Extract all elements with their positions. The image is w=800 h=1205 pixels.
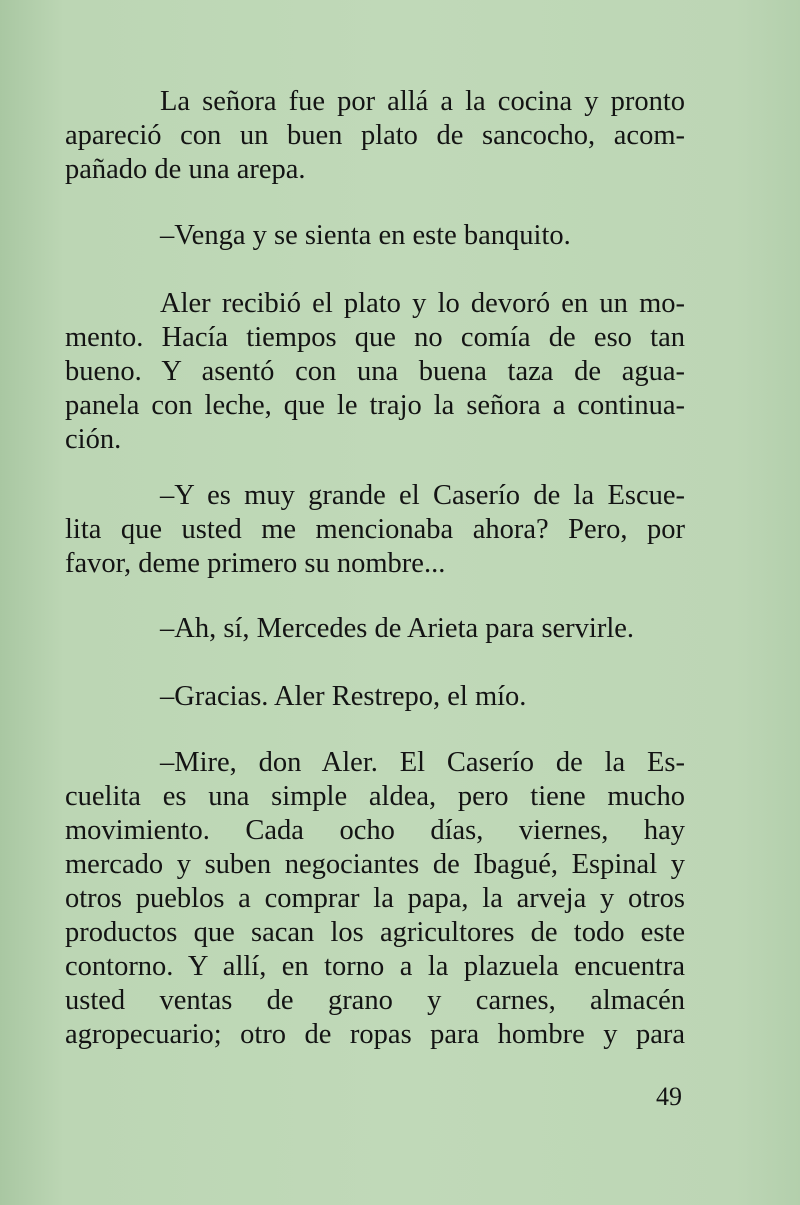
paragraph-1 — [65, 85, 685, 187]
text-line: movimiento. Cada ocho días, viernes, hay — [65, 815, 685, 846]
text-line: lita que usted me mencionaba ahora? Pero, por — [65, 514, 685, 545]
page-number: 49 — [656, 1082, 682, 1111]
text-line: –Venga y se sienta en este banquito. — [160, 220, 571, 251]
text-line: bueno. Y asentó con una buena taza de agua- — [65, 356, 685, 387]
text-line: –Ah, sí, Mercedes de Arieta para servirle. — [160, 613, 635, 644]
text-line: productos que sacan los agricultores de todo este — [65, 917, 685, 948]
paragraph-4 — [65, 479, 685, 581]
paragraph-7 — [65, 746, 685, 1052]
paragraph-2 — [160, 219, 571, 253]
text-line: La señora fue por allá a la cocina y pronto — [160, 86, 685, 117]
text-line: –Gracias. Aler Restrepo, el mío. — [160, 681, 527, 712]
text-line: Aler recibió el plato y lo devoró en un mo- — [160, 288, 685, 319]
text-line: ción. — [65, 424, 122, 455]
text-line: usted ventas de grano y carnes, almacén — [65, 985, 685, 1016]
text-line: panela con leche, que le trajo la señora a continua- — [65, 390, 685, 421]
paragraph-5 — [160, 612, 634, 646]
text-line: mercado y suben negociantes de Ibagué, Espinal y — [65, 849, 685, 880]
text-line: otros pueblos a comprar la papa, la arveja y otros — [65, 883, 685, 914]
text-line: pañado de una arepa. — [65, 154, 306, 185]
text-line: –Mire, don Aler. El Caserío de la Es- — [160, 747, 685, 778]
text-line: apareció con un buen plato de sancocho, acom- — [65, 120, 685, 151]
text-line: cuelita es una simple aldea, pero tiene mucho — [65, 781, 685, 812]
text-line: mento. Hacía tiempos que no comía de eso tan — [65, 322, 685, 353]
text-line: –Y es muy grande el Caserío de la Escue- — [160, 480, 685, 511]
paragraph-6 — [160, 680, 526, 714]
text-line: agropecuario; otro de ropas para hombre y para — [65, 1019, 685, 1050]
paragraph-3 — [65, 287, 685, 457]
text-line: contorno. Y allí, en torno a la plazuela encuentra — [65, 951, 685, 982]
text-line: favor, deme primero su nombre... — [65, 548, 446, 579]
